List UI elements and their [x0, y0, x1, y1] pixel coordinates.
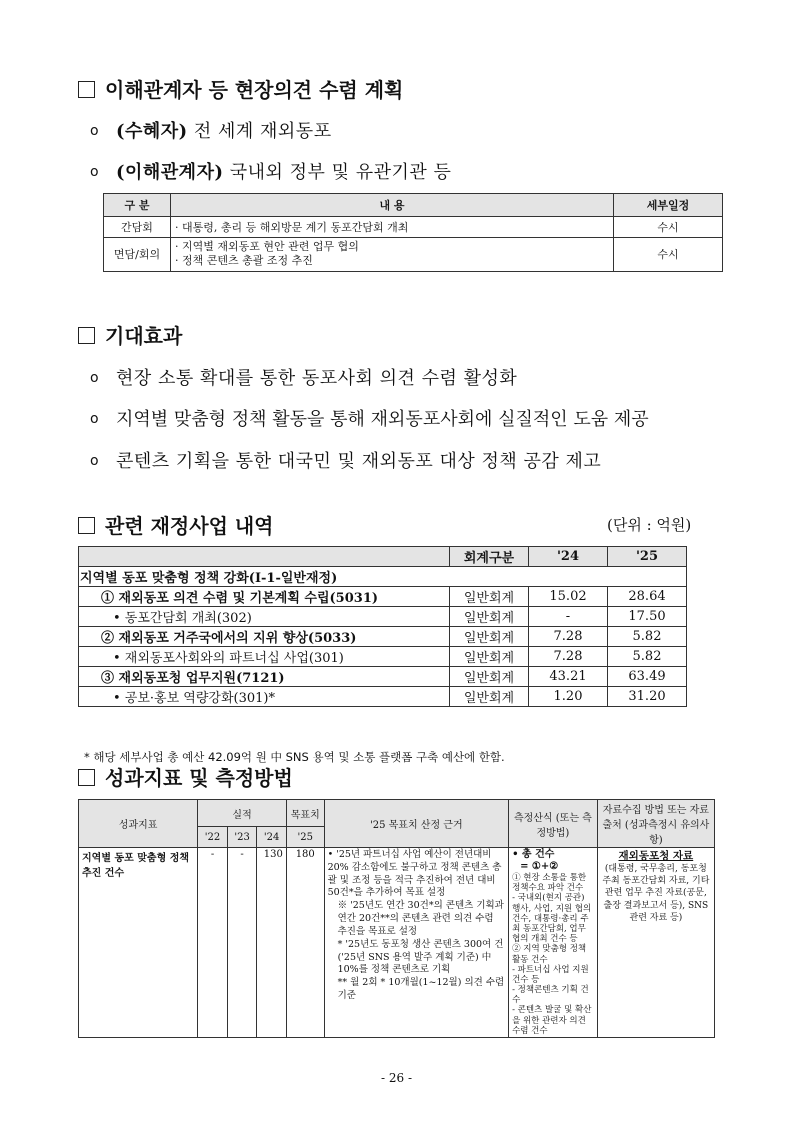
- table-row: • 공보·홍보 역량강화(301)* 일반회계 1.20 31.20: [79, 687, 687, 707]
- col-header-category: 구 분: [104, 194, 171, 217]
- table-row: ③ 재외동포청 업무지원(7121) 일반회계 43.21 63.49: [79, 667, 687, 687]
- budget-footnote: * 해당 세부사업 총 예산 42.09억 원 中 SNS 용역 및 소통 플랫폼 구축 예산에 한함.: [84, 750, 505, 764]
- unit-label: (단위 : 억원): [607, 516, 692, 534]
- budget-table: [78, 546, 687, 707]
- checkbox-square-icon: [78, 327, 95, 344]
- opinion-collection-table: [103, 193, 723, 272]
- col-header-schedule: 세부일정: [614, 194, 723, 217]
- effect-bullet: o 콘텐츠 기획을 통한 대국민 및 재외동포 대상 정책 공감 제고: [90, 451, 602, 472]
- section-heading-expected-effects: 기대효과: [78, 320, 182, 349]
- program-row: 지역별 동포 맞춤형 정책 강화(Ⅰ-1-일반재정): [79, 567, 687, 587]
- effect-bullet: o 현장 소통 확대를 통한 동포사회 의견 수렴 활성화: [90, 368, 518, 389]
- table-row: 간담회 · 대통령, 총리 등 해외방문 계기 동포간담회 개최 수시: [104, 217, 723, 238]
- col-header-2025: '25: [608, 547, 687, 567]
- table-row: 지역별 동포 맞춤형 정책 추진 건수 - - 130 180 • '25년 파트너십 사업 예산이 전년대비 20% 감소함에도 불구하고 정책 콘텐츠 총괄 및 조정 등을 적극 추진하여 전년 대비 50건*을 추가하여 목표 설정 ※ '25년도 연간 30건*의 콘텐츠 기획과 연간 20건**의 콘텐츠 관련 의견 수렴 추진을 목표로 설정 * '25년도 동포청 생산 콘텐츠 300여 건('25년 SNS 용역 발주 계획 기준) 中 10%를 정책 콘텐츠로 기획 ** 월 2회 * 10개월(1~12월) 의견 수렴 기준 • 총 건수 = ①+② ① 현장 소통을 통한 정책수요 파악 건수 - 국내외(현지 공관) 행사, 사업, 지원 협의 건수, 대통령·총리 주최 동포간담회, 업무협의 개최 건수 등 ② 지역 맞춤형 정책 활동 건수 - 파트너십 사업 지원 건수 등 - 정책콘텐츠 기획 건수 - 콘텐츠 발굴 및 확산을 위한 관련자 의견 수렴 건수 재외동포청 자료 (대통령, 국무총리, 동포청 주최 동포간담회 자료, 기타 관련 업무 추진 자료(공문, 출장 결과보고서 등), SNS 관련 자료 등): [79, 848, 715, 1038]
- page-number: - 26 -: [380, 1071, 412, 1085]
- table-header-row: [104, 194, 723, 217]
- col-header-content: 내 용: [171, 194, 614, 217]
- table-header-row: 성과지표 실적 목표치 '25 목표치 산정 근거 측정산식 (또는 측정방법) 자료수집 방법 또는 자료출처 (성과측정시 유의사항): [79, 800, 715, 827]
- table-row: ① 재외동포 의견 수렴 및 기본계획 수립(5031) 일반회계 15.02 28.64: [79, 587, 687, 607]
- section-heading-stakeholders: 이해관계자 등 현장의견 수렴 계획: [78, 74, 403, 103]
- table-header-row: [79, 547, 687, 567]
- bullet-beneficiary: o (수혜자) 전 세계 재외동포: [90, 121, 332, 142]
- table-row: ② 재외동포 거주국에서의 지위 향상(5033) 일반회계 7.28 5.82: [79, 627, 687, 647]
- circle-bullet-icon: o: [90, 453, 100, 469]
- circle-bullet-icon: o: [90, 123, 100, 139]
- checkbox-square-icon: [78, 769, 95, 786]
- section-heading-performance: 성과지표 및 측정방법: [78, 762, 293, 791]
- table-row: • 재외동포사회와의 파트너십 사업(301) 일반회계 7.28 5.82: [79, 647, 687, 667]
- col-header-2024: '24: [529, 547, 608, 567]
- checkbox-square-icon: [78, 81, 95, 98]
- section-heading-budget: 관련 재정사업 내역: [78, 510, 274, 539]
- table-header-row: '22 '23 '24 '25: [79, 827, 715, 848]
- performance-indicator-table: [78, 799, 715, 1038]
- table-row: • 동포간담회 개최(302) 일반회계 - 17.50: [79, 607, 687, 627]
- effect-bullet: o 지역별 맞춤형 정책 활동을 통해 재외동포사회에 실질적인 도움 제공: [90, 409, 649, 430]
- col-header-account: 회계구분: [450, 547, 529, 567]
- circle-bullet-icon: o: [90, 164, 100, 180]
- table-row: 면담/회의 · 지역별 재외동포 현안 관련 업무 협의 · 정책 콘텐츠 총괄 조정 추진 수시: [104, 238, 723, 272]
- circle-bullet-icon: o: [90, 411, 99, 427]
- checkbox-square-icon: [78, 517, 95, 534]
- bullet-stakeholders: o (이해관계자) 국내외 정부 및 유관기관 등: [90, 162, 452, 183]
- circle-bullet-icon: o: [90, 370, 100, 386]
